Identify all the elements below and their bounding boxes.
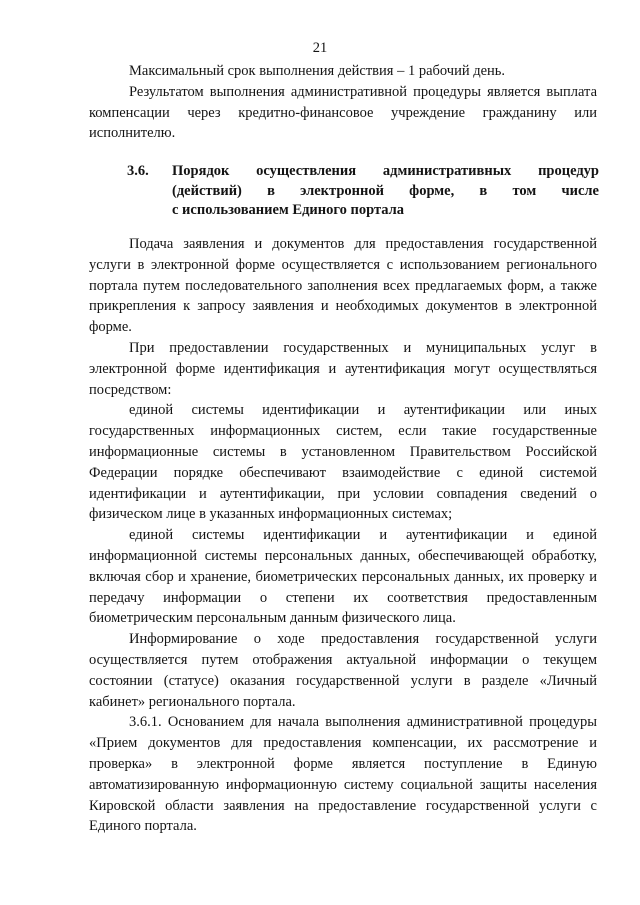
section-title-line: (действий) в электронной форме, в том числе <box>172 182 599 199</box>
paragraph: 3.6.1. Основанием для начала выполнения административной процедуры «Прием документов для предоставления компенсации, их рассмотрение и проверка» в электронной форме является поступление в Единую автоматизированную информационную систему социальной защиты населения Кировской области заявления на предоставление государственной услуги с Единого портала. <box>89 714 597 835</box>
paragraph: единой системы идентификации и аутентификации или иных государственных информационных систем, если такие государственные информационные системы в установленном Правительством Российской Федерации порядке обеспечивают взаимодействие с единой системой идентификации и аутентификации, при условии совпадения сведений о физическом лице в указанных информационных системах; <box>89 402 597 523</box>
paragraph: Результатом выполнения административной процедуры является выплата компенсации через кредитно-финансовое учреждение гражданину или исполнителю. <box>89 83 597 142</box>
section-title-line: Порядок осуществления административных процедур <box>172 163 599 179</box>
top-text-block <box>89 61 597 144</box>
paragraph: единой системы идентификации и аутентификации и единой информационной системы персональных данных, обеспечивающей обработку, включая сбор и хранение, биометрических персональных данных, их проверку и передачу информации о степени их соответствия предоставленным биометрическим персональным данным физического лица. <box>89 527 597 627</box>
body-text-block <box>89 234 597 837</box>
paragraph: При предоставлении государственных и муниципальных услуг в электронной форме идентификация и аутентификация могут осуществляться посредством: <box>89 339 597 398</box>
section-title <box>172 162 599 221</box>
paragraph: Информирование о ходе предоставления государственной услуги осуществляется путем отображения актуальной информации о текущем состоянии (статусе) оказания государственной услуги в разделе «Личный кабинет» регионального портала. <box>89 631 597 710</box>
section-number: 3.6. <box>127 163 149 179</box>
section-title-line: с использованием Единого портала <box>172 202 405 218</box>
paragraph: Подача заявления и документов для предоставления государственной услуги в электронной форме осуществляется с использованием регионального портала путем последовательного заполнения всех предлагаемых форм, а также прикрепления к запросу заявления и необходимых документов в электронной форме. <box>89 236 597 336</box>
section-heading <box>127 162 599 221</box>
paragraph: Максимальный срок выполнения действия – 1 рабочий день. <box>129 63 506 79</box>
page-number: 21 <box>312 40 328 56</box>
